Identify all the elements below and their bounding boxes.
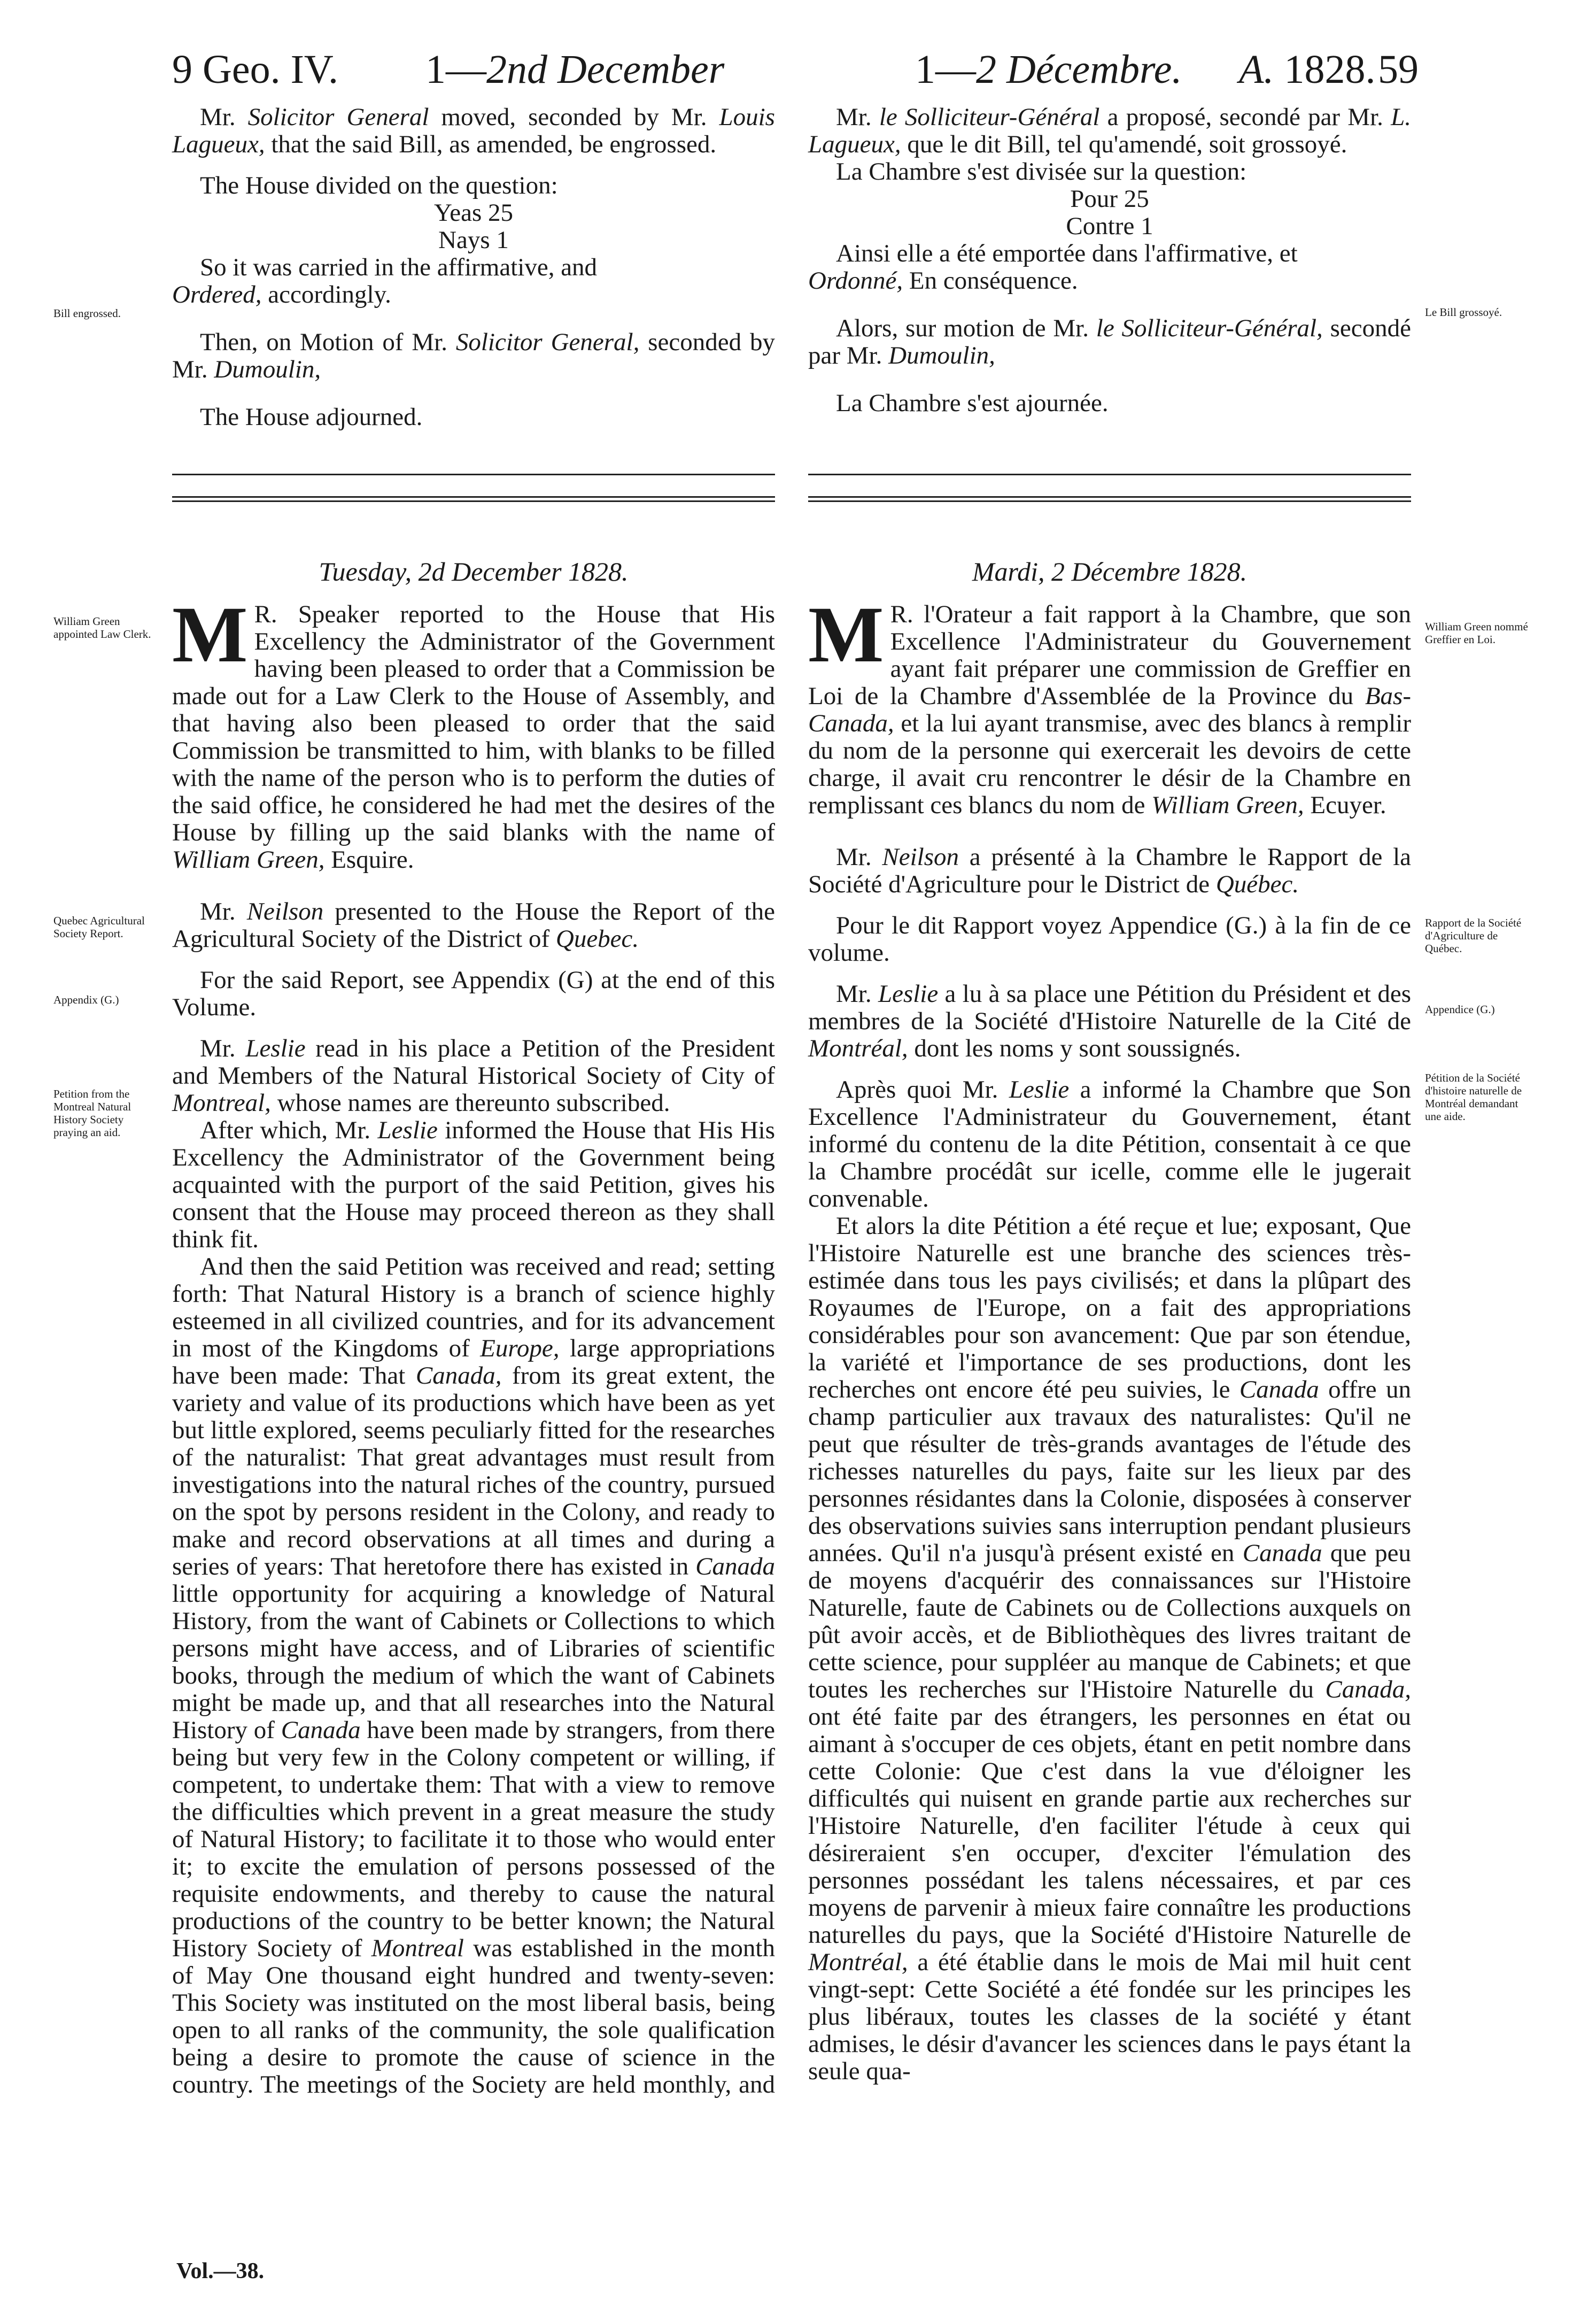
top-fr-column: [808, 104, 1411, 417]
text: Après quoi Mr.: [836, 1076, 1009, 1104]
text-italic: Solicitor General,: [455, 328, 640, 356]
text: R. l'Orateur a fait rapport à la Chambre, que son Excellence l'Administrateur du Gouvernement ayant fait préparer une commission de Greffier en Loi de la Chambre d'Assemblée de la Province du: [808, 600, 1411, 710]
text: Then, on Motion of Mr.: [200, 328, 456, 356]
drop-cap: M: [808, 590, 884, 679]
text: Mr.: [836, 103, 879, 131]
text: offre un champ particulier aux travaux des naturalistes: Qu'il ne peut que résulter de très-grands avantages de l'étude des richesses naturelles du pays, faite sur les lieux par des personnes résidantes dans la Colonie, disposées à conserver des observations suivies sans interruption pendant plusieurs années. Qu'il n'a jusqu'à présent existé en: [808, 1376, 1412, 1567]
rule-en-single: [172, 474, 775, 475]
text-italic: Ordonné,: [808, 267, 903, 295]
text: After which, Mr.: [200, 1116, 378, 1144]
top-fr-divided: La Chambre s'est divisée sur la question:: [836, 158, 1247, 186]
top-en-nays: Nays 1: [438, 226, 509, 254]
fr-para-law-clerk: [808, 590, 1411, 819]
text-italic: Montréal,: [808, 1035, 908, 1062]
top-fr-pour: Pour 25: [1070, 185, 1149, 213]
top-en-column: [172, 104, 775, 431]
fr-para-appendix: Pour le dit Rapport voyez Appendice (G.) à la fin de ce volume.: [808, 912, 1411, 967]
text-italic: Neilson: [882, 843, 959, 871]
text: seconded by Mr.: [172, 328, 775, 383]
top-en-carried: So it was carried in the affirmative, and: [200, 253, 598, 281]
text-italic: Canada: [695, 1553, 775, 1580]
text: Mr.: [200, 898, 247, 925]
margin-note-petition-en: Petition from the Montreal Natural History Society praying an aid.: [53, 1087, 131, 1139]
en-para-law-clerk: [172, 590, 775, 874]
header-en-number: 1—: [425, 47, 486, 92]
text: have been made by strangers, from there being but very few in the Colony competent or willing, if competent, to undertake them: That with a view to remove the difficulties which prevent in a great measure the study of Natural History; to facilitate it to those who would enter it; to excite the emulation of persons possessed of the requisite endowments, and thereby to cause the natural productions of the country to be better known; the Natural History Society of: [172, 1716, 775, 1962]
text: little opportunity for acquiring a knowledge of Natural History, from the want of Cabinets or Collections to which persons might have access, and of Libraries of scientific books, through the medium of which the want of Cabinets might be made up, and that all researches into the Natural History of: [172, 1580, 775, 1744]
top-en-divided: The House divided on the question:: [200, 172, 558, 199]
text-italic: le Solliciteur-Général,: [1096, 314, 1323, 342]
header-year-text: 1828.: [1284, 47, 1376, 92]
text-italic: Dumoulin,: [888, 342, 995, 369]
page-number: 59: [1378, 47, 1419, 92]
fr-para-petition-body: [808, 1213, 1411, 2085]
top-en-adjourned: The House adjourned.: [200, 403, 423, 431]
top-fr-carried: Ainsi elle a été emportée dans l'affirmative, et: [836, 240, 1298, 267]
top-en-moved: [172, 104, 775, 158]
date-heading-en: Tuesday, 2d December 1828.: [319, 557, 629, 587]
text: et la lui ayant transmise, avec des blancs à remplir du nom de la personne qui exercerait les devoirs de cette charge, il avait cru rencontrer le désir de la Chambre en remplissant ces blancs du nom de: [808, 709, 1411, 819]
top-fr-motion: [808, 315, 1411, 369]
header-en-date: [425, 49, 724, 90]
text-italic: Canada: [1239, 1376, 1319, 1403]
top-fr-ordered: [808, 267, 1411, 295]
text: large appropriations have been made: That: [172, 1334, 775, 1390]
text-italic: Europe,: [480, 1334, 560, 1362]
text: a informé la Chambre que Son Excellence l'Administrateur du Gouvernement, étant informé du contenu de la dite Pétition, consentait à ce que la Chambre procédât sur icelle, comme elle le jugerait convenable.: [808, 1076, 1412, 1213]
text-italic: le Solliciteur-Général: [879, 103, 1100, 131]
text: que peu de moyens d'acquérir des connaissances sur l'Histoire Naturelle, faute de Cabinets ou de Collections auxquels on pût avoir accès, et de Bibliothèques des livres traitant de cette science, pour suppléer au manque de Cabinets; et que toutes les recherches sur l'Histoire Naturelle du: [808, 1539, 1411, 1703]
drop-cap: M: [172, 590, 248, 679]
text-italic: Leslie: [878, 980, 939, 1008]
text: Mr.: [200, 1035, 246, 1062]
header-year: [1239, 49, 1375, 90]
text-italic: Neilson: [246, 898, 324, 925]
rule-fr-single: [808, 474, 1411, 475]
en-para-petition: [172, 1035, 775, 1117]
text-italic: Quebec.: [555, 925, 639, 953]
text: ont été faite par des étrangers, les personnes en état ou aimant à s'occuper de ces objets, étant en petit nombre dans cette Colonie: Que c'est dans la vue d'éloigner les difficultés qui nuisent en grande partie aux recherches sur l'Histoire Naturelle, d'en faciliter l'étude à ceux qui désireraient s'en occuper, d'exciter l'émulation des personnes possédant les talens nécessaires, et par ces moyens de parvenir à mieux faire connaître les productions naturelles du pays, que la Société d'Histoire Naturelle de: [808, 1703, 1411, 1949]
en-para-agricultural-report: [172, 898, 775, 953]
text-italic: Canada,: [1325, 1676, 1411, 1703]
text: En conséquence.: [903, 267, 1078, 295]
main-fr-column: [808, 590, 1412, 2085]
top-fr-contre: Contre 1: [1066, 212, 1153, 240]
text: R. Speaker reported to the House that His Excellency the Administrator of the Government having been pleased to order that a Commission be made out for a Law Clerk to the House of Assembly, and that having also been pleased to order that the said Commission be transmitted to him, with blanks to be filled with the name of the person who is to perform the duties of the said office, he considered he had met the desires of the House by filling up the said blanks with the name of: [172, 600, 775, 846]
fr-para-consent: [808, 1076, 1411, 1213]
top-en-motion: [172, 329, 775, 383]
en-para-petition-body: [172, 1253, 775, 2098]
margin-note-petition-fr: Pétition de la Société d'histoire naturelle de Montréal demandant une aide.: [1425, 1071, 1522, 1123]
text: Alors, sur motion de Mr.: [836, 314, 1096, 342]
text: a été établie dans le mois de Mai mil huit cent vingt-sept: Cette Société a été fondée sur les principes les plus libéraux, toutes les classes de la société y étant admises, le désir d'avancer les sciences dans le pays étant la seule qua-: [808, 1948, 1411, 2085]
main-en-column: [172, 590, 776, 2098]
top-en-yeas: Yeas 25: [434, 199, 513, 227]
header-en-date-text: 2nd December: [486, 47, 725, 92]
text: Ecuyer.: [1304, 791, 1386, 819]
text-italic: Montreal,: [172, 1089, 271, 1117]
text: a présenté à la Chambre le Rapport de la Société d'Agriculture pour le District de: [808, 843, 1411, 898]
text: secondé par Mr.: [808, 314, 1411, 369]
text: a proposé, secondé par Mr.: [1099, 103, 1391, 131]
signature-mark: Vol.—38.: [176, 2259, 265, 2283]
margin-note-agricultural-en: Quebec Agricultural Society Report.: [53, 914, 145, 940]
text: presented to the House the Report of the Agricultural Society of the District of: [172, 898, 775, 953]
margin-note-le-bill-grossoye: Le Bill grossoyé.: [1425, 306, 1502, 319]
text-italic: Montréal,: [808, 1948, 908, 1976]
header-fr-date-text: 2 Décembre.: [976, 47, 1182, 92]
top-fr-adjourned: La Chambre s'est ajournée.: [836, 389, 1109, 417]
date-heading-fr: Mardi, 2 Décembre 1828.: [972, 557, 1248, 587]
text-italic: Solicitor General: [247, 103, 429, 131]
text: informed the House that His His Excellency the Administrator of the Government being acquainted with the purport of the said Petition, gives his consent that the House may proceed thereon as they shall think fit.: [172, 1116, 776, 1253]
en-para-appendix: For the said Report, see Appendix (G) at the end of this Volume.: [172, 966, 775, 1021]
rule-en-double: [172, 496, 775, 502]
text: that the said Bill, as amended, be engrossed.: [265, 130, 717, 158]
text: from its great extent, the variety and value of its productions which have been as yet but little explored, seems peculiarly fitted for the researches of the naturalist: That great advantages must result from investigations into the natural riches of the country, pursued on the spot by persons resident in the Colony, and ready to make and record observations at all times and during a series of years: That heretofore there has existed in: [172, 1362, 775, 1580]
text-italic: Louis Lagueux,: [172, 103, 775, 158]
header-anno: A.: [1239, 47, 1274, 92]
text-italic: Québec.: [1215, 870, 1299, 898]
fr-para-agricultural-report: [808, 844, 1411, 898]
margin-note-bill-engrossed: Bill engrossed.: [53, 307, 121, 320]
text-italic: Leslie: [377, 1116, 438, 1144]
text: Et alors la dite Pétition a été reçue et lue; exposant, Que l'Histoire Naturelle est une branche des sciences très-estimée dans tous les pays civilisés; et dans la plûpart des Royaumes de l'Europe, on a fait des appropriations considérables pour son avancement: Que par son étendue, la variété et l'importance de ses productions, dont les recherches ont encore été peu suivies, le: [808, 1212, 1411, 1403]
text: accordingly.: [261, 281, 391, 308]
header-fr-number: 1—: [915, 47, 976, 92]
top-en-ordered: [172, 281, 775, 308]
text-italic: Bas-Canada,: [808, 682, 1411, 737]
margin-note-agricultural-fr: Rapport de la Société d'Agriculture de Québec.: [1425, 916, 1522, 955]
en-para-consent: [172, 1117, 775, 1253]
text: read in his place a Petition of the President and Members of the Natural Historical Society of City of: [172, 1035, 775, 1090]
text-italic: Canada,: [415, 1362, 502, 1390]
top-fr-moved: [808, 104, 1411, 158]
header-regnal-year: 9 Geo. IV.: [172, 47, 339, 92]
margin-note-appendix-en: Appendix (G.): [53, 993, 119, 1006]
text: Mr.: [836, 980, 878, 1008]
fr-para-petition: [808, 981, 1411, 1062]
text: And then the said Petition was received and read; setting forth: That Natural History is a branch of science highly esteemed in all civilized countries, and for its advancement in most of the Kingdoms of: [172, 1253, 775, 1362]
text: a lu à sa place une Pétition du Président et des membres de la Société d'Histoire Naturelle de la Cité de: [808, 980, 1411, 1035]
text-italic: Montreal: [371, 1934, 464, 1962]
text-italic: William Green,: [1151, 791, 1304, 819]
text: Mr.: [200, 103, 248, 131]
text: whose names are thereunto subscribed.: [270, 1089, 670, 1117]
text: que le dit Bill, tel qu'amendé, soit grossoyé.: [901, 130, 1347, 158]
text: Esquire.: [324, 846, 414, 874]
text: was established in the month of May One thousand eight hundred and twenty-seven: This Society was instituted on the most liberal basis, being open to all ranks of the community, the sole qualification being a desire to promote the cause of science in the country. The meetings of the Society are held monthly, and: [172, 1934, 775, 2098]
rule-fr-double: [808, 496, 1411, 502]
text-italic: Leslie: [245, 1035, 306, 1062]
margin-note-william-green-fr: William Green nommé Greffier en Loi.: [1425, 620, 1528, 646]
header-fr-date: [915, 49, 1182, 90]
margin-note-appendix-fr: Appendice (G.): [1425, 1003, 1495, 1016]
text: Mr.: [836, 843, 882, 871]
text-italic: Leslie: [1009, 1076, 1070, 1104]
text-italic: Canada: [281, 1716, 361, 1744]
text-italic: Canada: [1242, 1539, 1322, 1567]
text: moved, seconded by Mr.: [429, 103, 719, 131]
margin-note-william-green-en: William Green appointed Law Clerk.: [53, 615, 151, 641]
text-italic: Ordered,: [172, 281, 262, 308]
text: dont les noms y sont soussignés.: [908, 1035, 1241, 1062]
text-italic: William Green,: [172, 846, 325, 874]
text-italic: L. Lagueux,: [808, 103, 1411, 158]
text-italic: Dumoulin,: [214, 356, 321, 383]
